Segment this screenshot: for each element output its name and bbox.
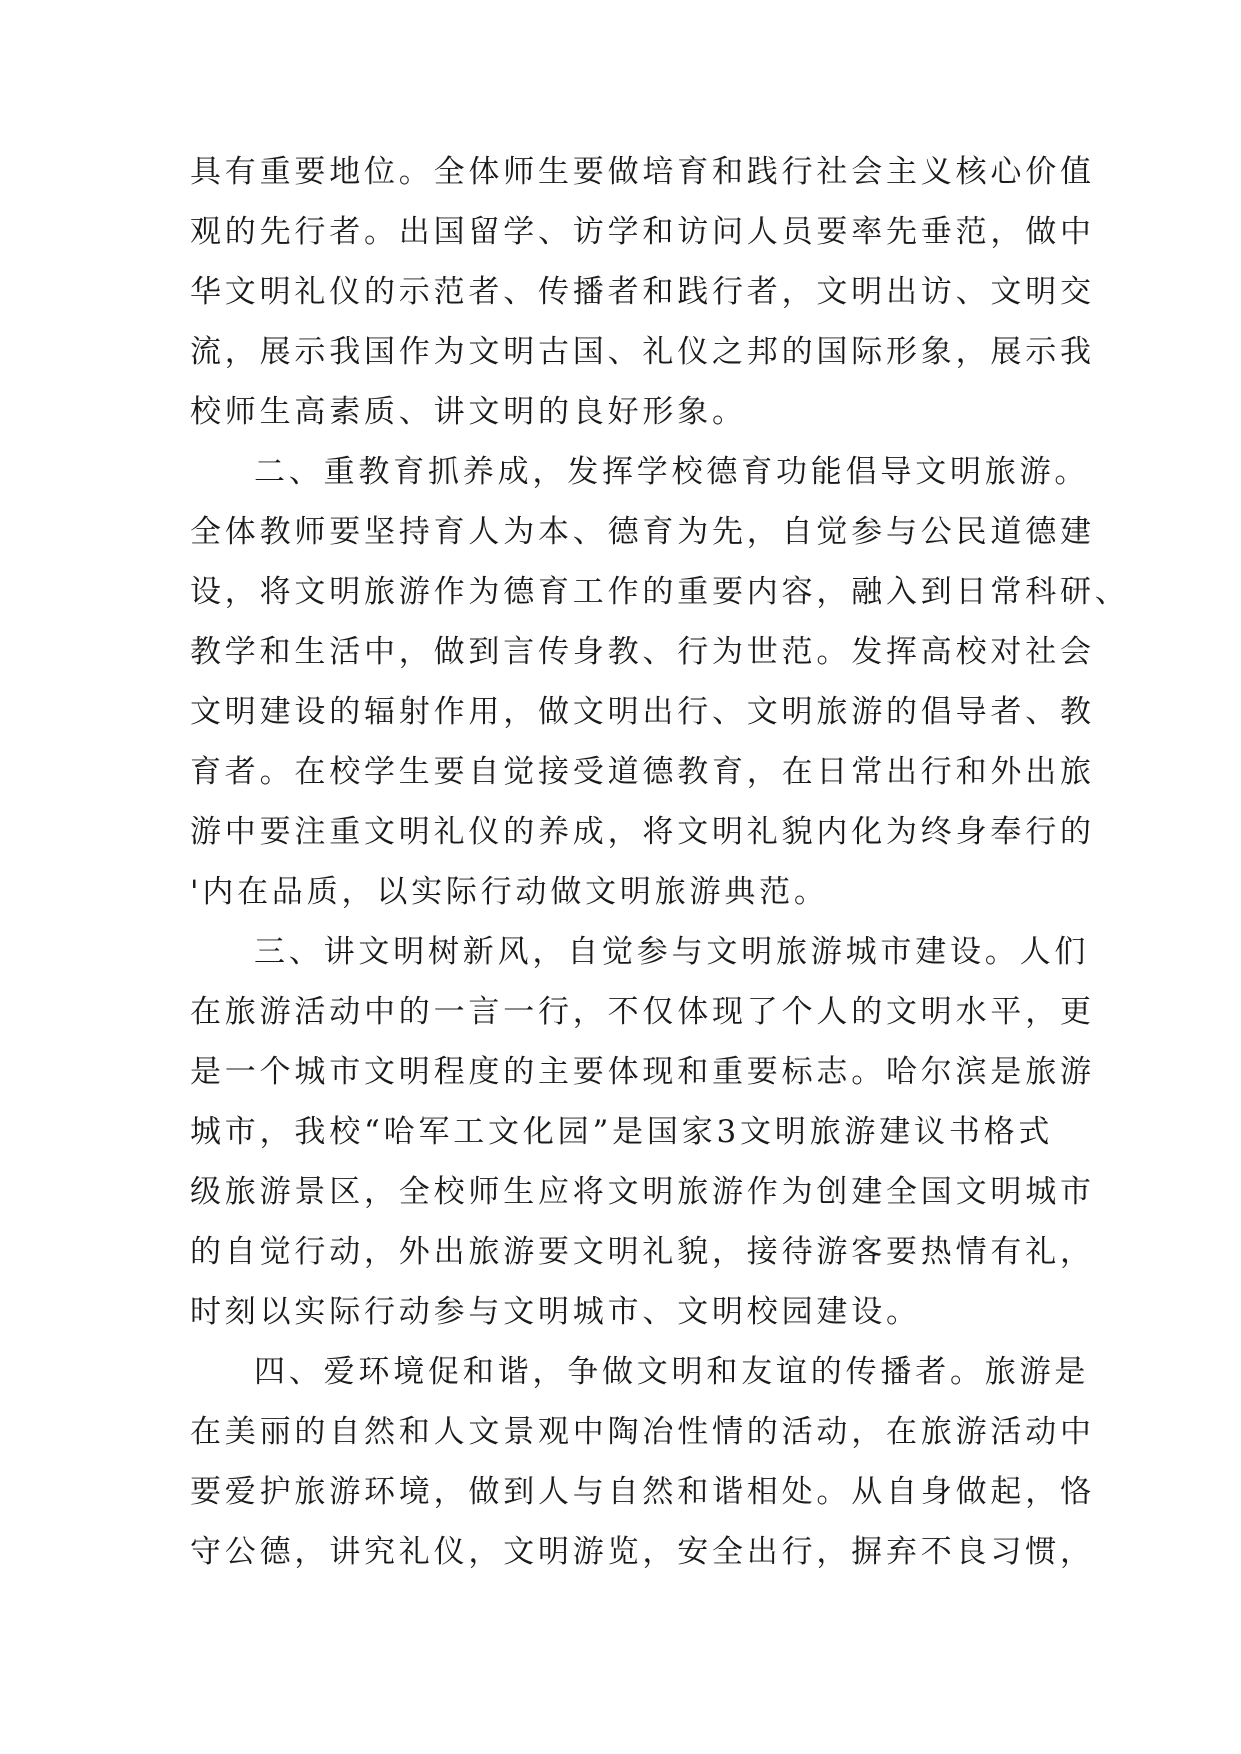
text-line: 全体教师要坚持育人为本、德育为先，自觉参与公民道德建 (190, 514, 1095, 550)
text-line: 观的先行者。出国留学、访学和访问人员要率先垂范，做中 (190, 214, 1095, 250)
text-line: 的自觉行动，外出旅游要文明礼貌，接待游客要热情有礼， (190, 1234, 1095, 1270)
text-line: 是一个城市文明程度的主要体现和重要标志。哈尔滨是旅游 (190, 1054, 1095, 1090)
text-line: 守公德，讲究礼仪，文明游览，安全出行，摒弃不良习惯， (190, 1534, 1095, 1570)
paragraph-heading-line: 二、重教育抓养成，发挥学校德育功能倡导文明旅游。 (254, 454, 1090, 490)
text-line: 流，展示我国作为文明古国、礼仪之邦的国际形象，展示我 (190, 334, 1095, 370)
text-line: 要爱护旅游环境，做到人与自然和谐相处。从自身做起，恪 (190, 1474, 1095, 1510)
text-line: 时刻以实际行动参与文明城市、文明校园建设。 (190, 1294, 921, 1330)
text-line: 华文明礼仪的示范者、传播者和践行者，文明出访、文明交 (190, 274, 1095, 310)
text-line: 教学和生活中，做到言传身教、行为世范。发挥高校对社会 (190, 634, 1095, 670)
text-line: 级旅游景区，全校师生应将文明旅游作为创建全国文明城市 (190, 1174, 1095, 1210)
text-line: 文明建设的辐射作用，做文明出行、文明旅游的倡导者、教 (190, 694, 1095, 730)
document-body (190, 142, 1130, 1582)
paragraph-heading-line: 三、讲文明树新风，自觉参与文明旅游城市建设。人们 (254, 934, 1090, 970)
text-line: 游中要注重文明礼仪的养成，将文明礼貌内化为终身奉行的 (190, 814, 1095, 850)
text-line: '内在品质，以实际行动做文明旅游典范。 (190, 874, 829, 910)
text-line: 设，将文明旅游作为德育工作的重要内容，融入到日常科研、 (190, 574, 1130, 610)
text-line: 城市，我校“哈军工文化园”是国家3文明旅游建议书格式 (190, 1114, 1054, 1150)
text-line: 具有重要地位。全体师生要做培育和践行社会主义核心价值 (190, 154, 1095, 190)
text-line: 育者。在校学生要自觉接受道德教育，在日常出行和外出旅 (190, 754, 1095, 790)
text-line: 校师生高素质、讲文明的良好形象。 (190, 394, 747, 430)
text-line: 在旅游活动中的一言一行，不仅体现了个人的文明水平，更 (190, 994, 1095, 1030)
paragraph-heading-line: 四、爱环境促和谐，争做文明和友谊的传播者。旅游是 (254, 1354, 1090, 1390)
text-line: 在美丽的自然和人文景观中陶冶性情的活动，在旅游活动中 (190, 1414, 1095, 1450)
